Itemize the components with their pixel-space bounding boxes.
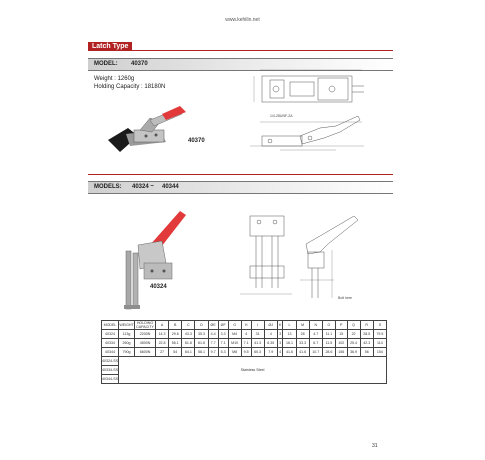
table-cell: 7.7	[208, 339, 218, 348]
table-cell: 61.6	[195, 339, 208, 348]
model-range-from: 40324 ~	[132, 184, 154, 190]
col-s: S	[373, 321, 386, 330]
spec-table	[101, 320, 387, 384]
table-cell: 56.1	[169, 339, 182, 348]
col-f: ØF	[218, 321, 228, 330]
table-cell: 5.3	[218, 348, 228, 357]
table-cell: 9.7	[208, 348, 218, 357]
table-cell: 56	[360, 348, 373, 357]
table-cell: 7.9	[264, 348, 277, 357]
col-model: MODEL	[102, 321, 119, 330]
table-cell: 154	[373, 348, 386, 357]
table-cell: 29.6	[169, 330, 182, 339]
table-cell: M8	[228, 348, 241, 357]
table-cell: M10	[228, 339, 241, 348]
model-bar-40324	[88, 181, 393, 194]
table-cell: 28.5	[360, 330, 373, 339]
table-cell: 31	[251, 330, 264, 339]
col-c: C	[182, 321, 195, 330]
table-row	[102, 339, 387, 348]
table-cell: 3.3	[218, 330, 228, 339]
table-cell: 4	[264, 330, 277, 339]
table-cell: 28	[296, 330, 309, 339]
table-cell: 11.5	[322, 339, 335, 348]
table-cell: 3	[277, 339, 283, 348]
table-cell: 260g	[119, 339, 135, 348]
model-number: 40370	[131, 61, 148, 67]
table-cell: 28.6	[322, 348, 335, 357]
table-cell: 40324-SS	[102, 357, 119, 366]
table-cell: 4500N	[135, 339, 156, 348]
holding-capacity-text: Holding Capacity : 18180N	[94, 84, 166, 90]
table-cell: 114	[373, 339, 386, 348]
table-cell: 14.3	[156, 330, 169, 339]
col-e: ØE	[208, 321, 218, 330]
model-range-to: 40344	[162, 184, 179, 190]
col-p: P	[336, 321, 347, 330]
site-url: www.kehilin.net	[225, 17, 260, 23]
col-d: D	[195, 321, 208, 330]
table-cell: 40344-SS	[102, 375, 119, 384]
drawing-40370	[240, 64, 375, 164]
product-label-40324: 40324	[150, 284, 167, 290]
models-label: MODELS:	[94, 184, 122, 190]
table-header-row	[102, 321, 387, 330]
table-cell: 42.3	[360, 339, 373, 348]
table-cell: 40334-SS	[102, 366, 119, 375]
table-cell: 79.5	[373, 330, 386, 339]
table-cell: 156	[336, 348, 347, 357]
bolt-note: Bolt here	[338, 296, 353, 300]
product-label-40370: 40370	[188, 138, 205, 144]
table-cell: 7.1	[218, 339, 228, 348]
col-weight: WEIGHT	[119, 321, 135, 330]
table-cell: 60.3	[251, 348, 264, 357]
table-cell: 41.6	[296, 348, 309, 357]
table-cell: 40324	[102, 330, 119, 339]
section-title: Latch Type	[88, 42, 132, 51]
table-cell: 4	[277, 348, 283, 357]
table-cell: 6.7	[309, 339, 322, 348]
table-cell: 64.1	[182, 348, 195, 357]
table-cell: 10.7	[309, 348, 322, 357]
table-cell: 6.35	[264, 339, 277, 348]
table-cell: M4	[228, 330, 241, 339]
table-cell: 41.6	[283, 348, 296, 357]
drawing-40324	[236, 210, 366, 310]
table-cell: 61.6	[182, 339, 195, 348]
table-cell: 790g	[119, 348, 135, 357]
col-m: M	[296, 321, 309, 330]
col-n: N	[309, 321, 322, 330]
table-cell: 16.1	[283, 339, 296, 348]
table-cell: 102	[336, 339, 347, 348]
table-cell: 13	[283, 330, 296, 339]
col-holding-capacity: HOLDING CAPACITY	[136, 321, 154, 329]
table-cell: 3	[277, 330, 283, 339]
section-rule-2	[88, 174, 393, 175]
table-cell: 2200N	[135, 330, 156, 339]
table-cell: 7.1	[241, 339, 251, 348]
col-q: Q	[347, 321, 360, 330]
col-k: K	[277, 321, 283, 330]
latch-clamp-40370-photo	[100, 100, 200, 155]
table-cell: 4.4	[208, 330, 218, 339]
table-cell: 6600N	[135, 348, 156, 357]
col-r: R	[360, 321, 373, 330]
table-row	[102, 330, 387, 339]
table-cell: 22	[347, 330, 360, 339]
table-cell: 33.3	[296, 339, 309, 348]
table-cell: 36.9	[347, 348, 360, 357]
table-cell: 15	[336, 330, 347, 339]
col-l: L	[283, 321, 296, 330]
table-row	[102, 357, 387, 366]
table-cell: 11.1	[322, 330, 335, 339]
table-cell: 4.7	[309, 330, 322, 339]
table-cell: 113g	[119, 330, 135, 339]
latch-clamp-40324-photo	[110, 205, 200, 315]
table-cell: 40334	[102, 339, 119, 348]
table-cell: 25.4	[347, 339, 360, 348]
col-j: ØJ	[264, 321, 277, 330]
col-g: G	[228, 321, 241, 330]
table-cell: 4	[241, 330, 251, 339]
table-cell: 9.5	[241, 348, 251, 357]
table-cell: 54	[169, 348, 182, 357]
table-cell: 27	[156, 348, 169, 357]
weight-text: Weight : 1260g	[94, 76, 135, 82]
section-rule	[88, 50, 393, 51]
page-number: 31	[372, 443, 378, 449]
col-b: B	[169, 321, 182, 330]
col-o: O	[322, 321, 335, 330]
table-cell: 35.3	[195, 330, 208, 339]
table-row	[102, 348, 387, 357]
model-label: MODEL:	[94, 61, 118, 67]
col-a: A	[156, 321, 169, 330]
table-cell: 40344	[102, 348, 119, 357]
col-i: I	[251, 321, 264, 330]
table-cell: 22.8	[156, 339, 169, 348]
table-cell: 58.1	[195, 348, 208, 357]
col-h: H	[241, 321, 251, 330]
tapped-note: 1/4-28UNF-2A	[270, 114, 293, 118]
table-cell: 41.3	[251, 339, 264, 348]
table-cell: 43.3	[182, 330, 195, 339]
stainless-steel-note: Stainless Steel	[119, 357, 387, 384]
